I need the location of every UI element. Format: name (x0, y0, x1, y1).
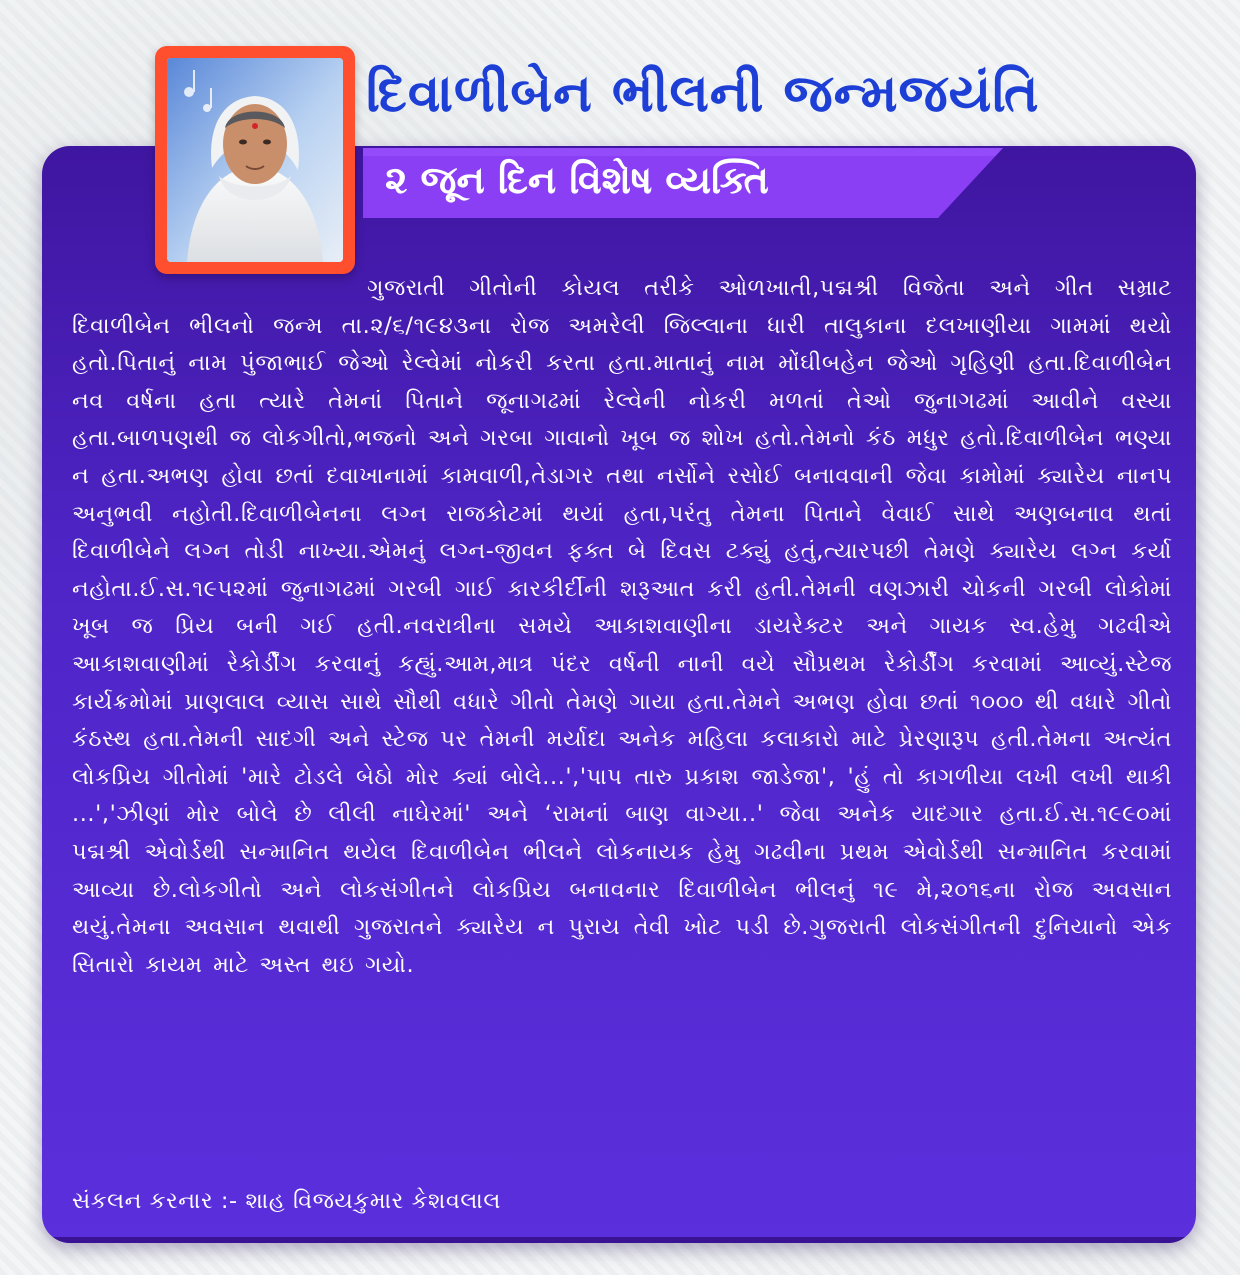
page-title: દિવાળીબેન ભીલની જન્મજયંતિ (366, 64, 1040, 124)
article-body: ગુજરાતી ગીતોની કોયલ તરીકે ઓળખાતી,પદ્મશ્રી વિજેતા અને ગીત સમ્રાટ દિવાળીબેન ભીલનો જન્મ તા.૨/૬/૧૯૪૩ના રોજ અમરેલી જિલ્લાના ધારી તાલુકાના દલખાણીયા ગામમાં થયો હતો.પિતાનું નામ પુંજાભાઈ જેઓ રેલ્વેમાં નોકરી કરતા હતા.માતાનું નામ મોંઘીબહેન જેઓ ગૃહિણી હતા.દિવાળીબેન નવ વર્ષના હતા ત્યારે તેમનાં પિતાને જૂનાગઢમાં રેલ્વેની નોકરી મળતાં તેઓ જુનાગઢમાં આવીને વસ્યા હતા.બાળપણથી જ લોકગીતો,ભજનો અને ગરબા ગાવાનો ખૂબ જ શોખ હતો.તેમનો કંઠ મધુર હતો.દિવાળીબેન ભણ્યા ન હતા.અભણ હોવા છતાં દવાખાનામાં કામવાળી,તેડાગર તથા નર્સોને રસોઈ બનાવવાની જેવા કામોમાં ક્યારેય નાનપ અનુભવી નહોતી.દિવાળીબેનના લગ્ન રાજકોટમાં થયાં હતા,પરંતુ તેમના પિતાને વેવાઈ સાથે અણબનાવ થતાં દિવાળીબેને લગ્ન તોડી નાખ્યા.એમનું લગ્ન-જીવન ફક્ત બે દિવસ ટક્યું હતું,ત્યારપછી તેમણે ક્યારેય લગ્ન કર્યા નહોતા.ઈ.સ.૧૯૫૨માં જુનાગઢમાં ગરબી ગાઈ કારકીર્દીની શરૂઆત કરી હતી.તેમની વણઝારી ચોકની ગરબી લોકોમાં ખૂબ જ પ્રિય બની ગઈ હતી.નવરાત્રીના સમયે આકાશવાણીના ડાયરેક્ટર અને ગાયક સ્વ.હેમુ ગઢવીએ આકાશવાણીમાં રેકોર્ડીંગ કરવાનું કહ્યું.આમ,માત્ર પંદર વર્ષની નાની વયે સૌપ્રથમ રેકોર્ડીંગ કરવામાં આવ્યું.સ્ટેજ કાર્યક્રમોમાં પ્રાણલાલ વ્યાસ સાથે સૌથી વધારે ગીતો તેમણે ગાયા હતા.તેમને અભણ હોવા છતાં ૧૦૦૦ થી વધારે ગીતો કંઠસ્થ હતા.તેમની સાદગી અને સ્ટેજ પર તેમની મર્યાદા અનેક મહિલા કલાકારો માટે પ્રેરણારૂપ હતી.તેમના અત્યંત લોકપ્રિય ગીતોમાં 'મારે ટોડલે બેઠો મોર ક્યાં બોલે...','પાપ તારુ પ્રકાશ જાડેજા', 'હું તો કાગળીયા લખી લખી થાકી ...','ઝીણાં મોર બોલે છે લીલી નાઘેરમાં' અને ‘રામનાં બાણ વાગ્યા..' જેવા અનેક યાદગાર હતા.ઈ.સ.૧૯૯૦માં પદ્મશ્રી એવોર્ડથી સન્માનિત થયેલ દિવાળીબેન ભીલને લોકનાયક હેમુ ગઢવીના પ્રથમ એવોર્ડથી સન્માનિત કરવામાં આવ્યા છે.લોકગીતો અને લોકસંગીતને લોકપ્રિય બનાવનાર દિવાળીબેન ભીલનું ૧૯ મે,૨૦૧૬ના રોજ અવસાન થયું.તેમના અવસાન થવાથી ગુજરાતને ક્યારેય ન પુરાય તેવી ખોટ પડી છે.ગુજરાતી લોકસંગીતની દુનિયાનો એક સિતારો કાયમ માટે અસ્ત થઇ ગયો. (72, 275, 1172, 978)
compiler-credit: સંકલન કરનાર :- શાહ વિજયકુમાર કેશવલાલ (72, 1188, 501, 1214)
banner-subtitle: ૨ જૂન દિન વિશેષ વ્યક્તિ (385, 158, 769, 202)
portrait-frame (155, 46, 355, 274)
subtitle-banner (363, 148, 1003, 218)
portrait-image (167, 58, 343, 262)
portrait-illustration (167, 58, 343, 262)
